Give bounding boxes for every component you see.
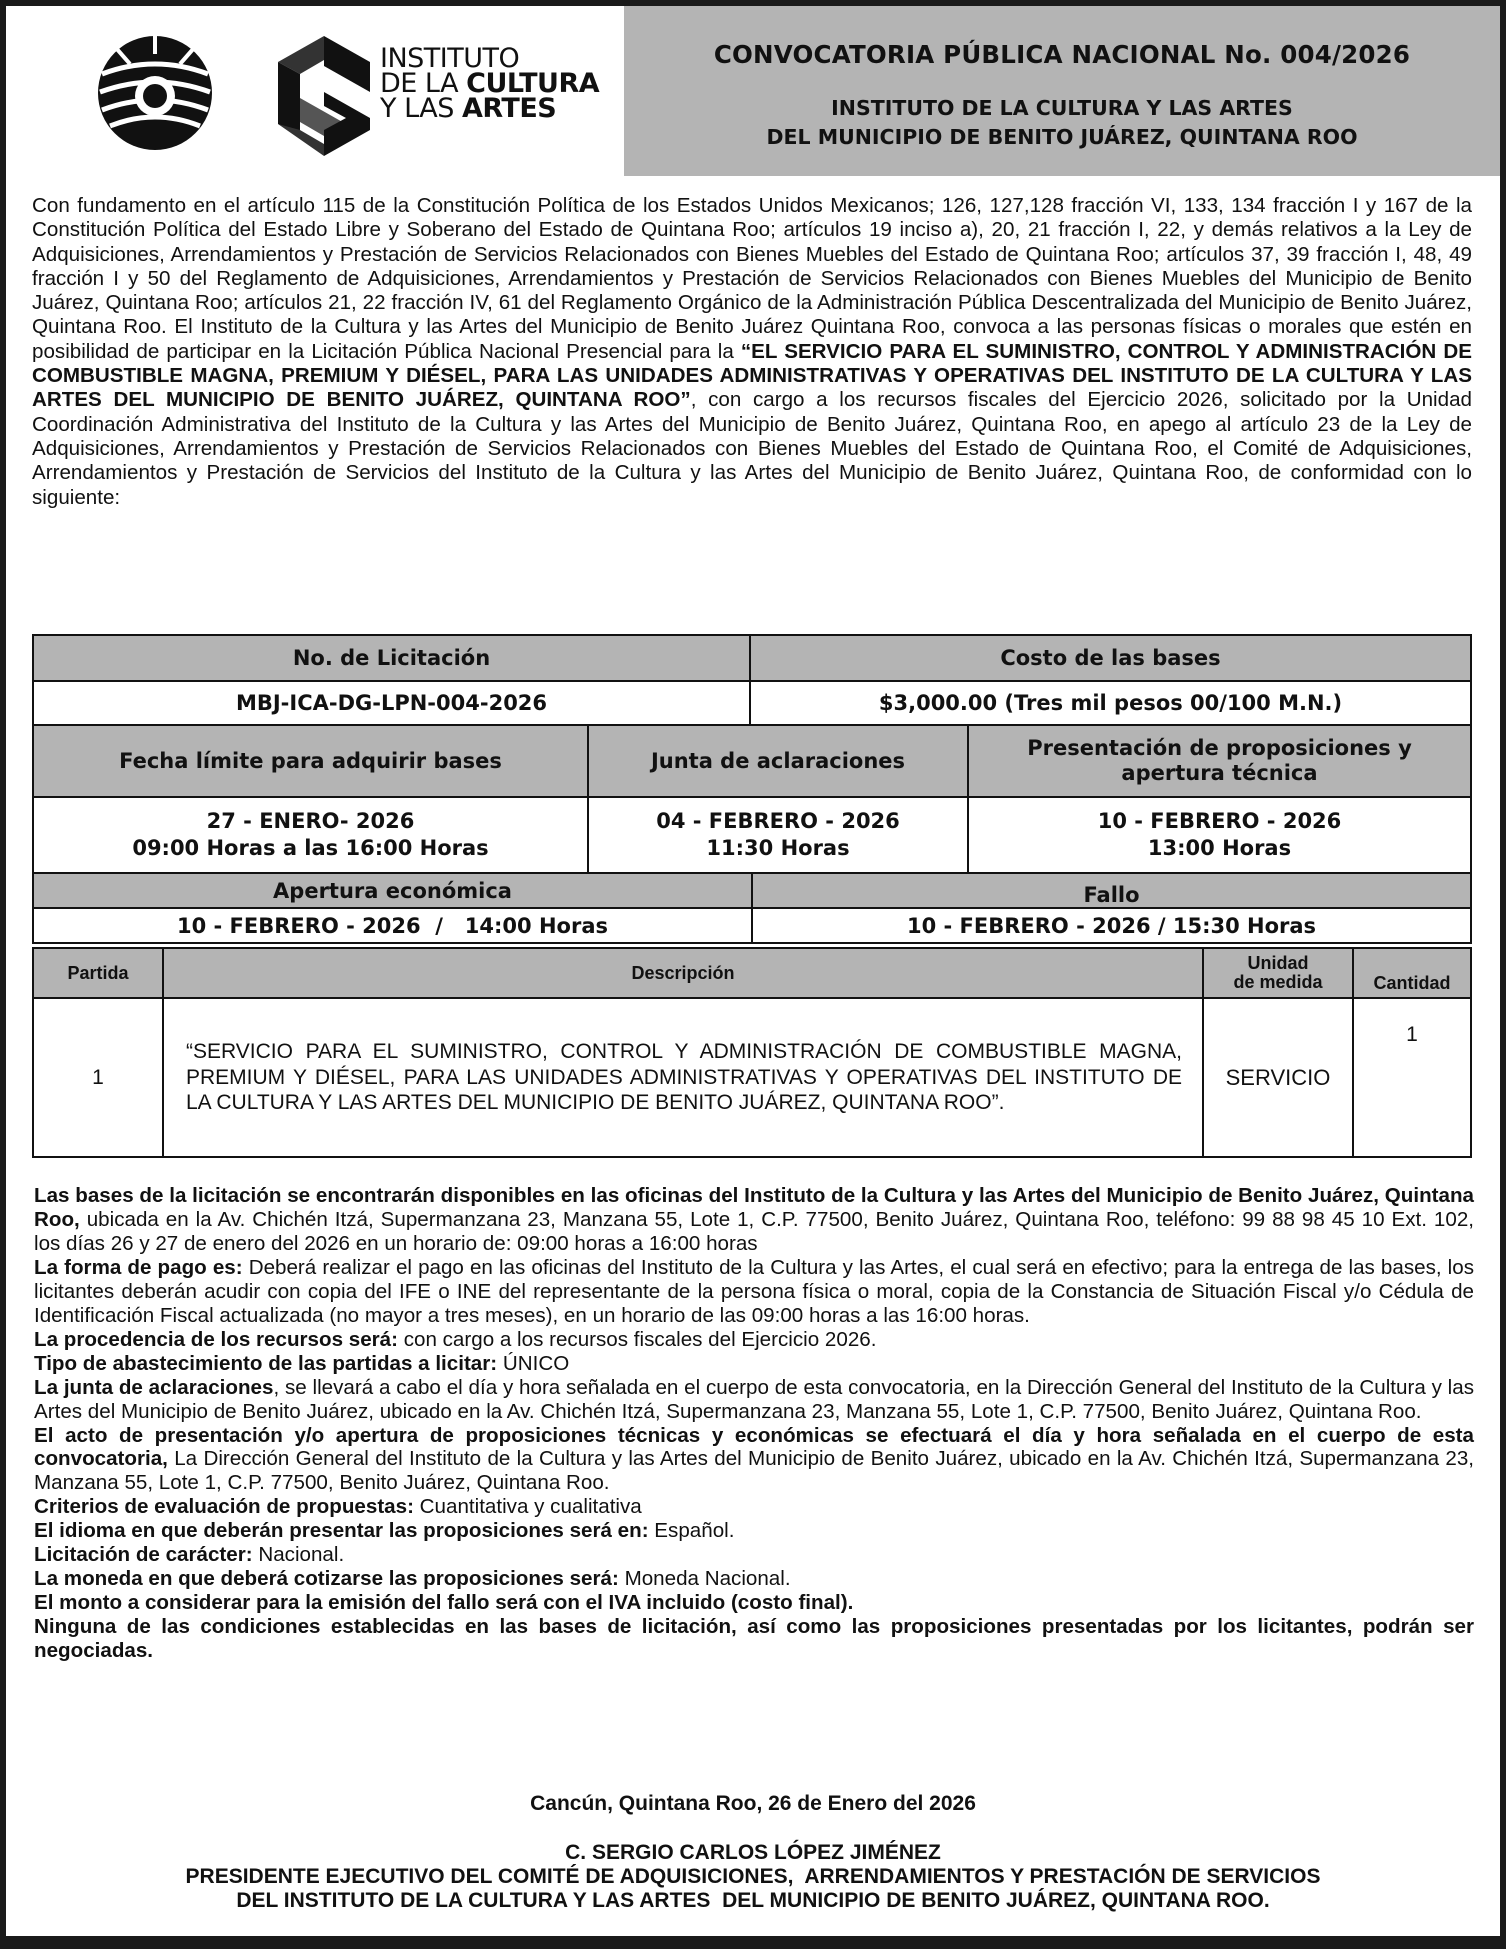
- table-row: [33, 998, 1471, 1157]
- presentacion-value: 10 - FEBRERO - 2026 13:00 Horas: [968, 797, 1471, 873]
- condition-item: La moneda en que deberá cotizarse las proposiciones será: Moneda Nacional.: [34, 1567, 791, 1591]
- junta-value: 04 - FEBRERO - 2026 11:30 Horas: [588, 797, 968, 873]
- fallo-label: Fallo: [752, 873, 1471, 908]
- row-cantidad: 1: [1353, 998, 1471, 1157]
- condition-item: Ninguna de las condiciones establecidas en las bases de licitación, así como las proposiciones presentadas por los licitantes, podrán ser negociadas.: [34, 1615, 1474, 1663]
- institute-wordmark: [380, 43, 600, 124]
- col-unidad: Unidad de medida: [1203, 948, 1353, 998]
- condition-item: La procedencia de los recursos será: con cargo a los recursos fiscales del Ejercicio 2026.: [34, 1327, 877, 1351]
- logo-area: [6, 6, 620, 176]
- condition-item: El monto a considerar para la emisión del fallo será con el IVA incluido (costo final).: [34, 1591, 854, 1615]
- summary-table-dates: [32, 724, 1472, 874]
- col-cantidad: Cantidad: [1353, 948, 1471, 998]
- costo-label: Costo de las bases: [750, 635, 1471, 681]
- licitacion-label: No. de Licitación: [33, 635, 750, 681]
- row-partida: 1: [33, 998, 163, 1157]
- page-subtitle: [624, 94, 1500, 152]
- fallo-value: 10 - FEBRERO - 2026 / 15:30 Horas: [752, 908, 1471, 943]
- condition-item: Licitación de carácter: Nacional.: [34, 1543, 345, 1567]
- col-descripcion: Descripción: [163, 948, 1203, 998]
- page-title: CONVOCATORIA PÚBLICA NACIONAL No. 004/2026: [713, 40, 1411, 69]
- header: [6, 6, 1500, 176]
- fecha-limite-label: Fecha límite para adquirir bases: [33, 725, 588, 797]
- intro-paragraph: Con fundamento en el artículo 115 de la Constitución Política de los Estados Unidos Mexicanos; 126, 127,128 fracción VI, 133, 134 fracción I y 167 de la Constitución Política del Estado Libre y Soberano del Estado de Quintana Roo; artículos 19 inciso a), 20, 21 fracción I, 22, y demás relativos a la Ley de Adquisiciones, Arrendamientos y Prestación de Servicios Relacionados con Bienes Muebles del Estado de Quintana Roo; artículos 37, 39 fracción I, 48, 49 fracción I y 50 del Reglamento de Adquisiciones, Arrendamientos y Prestación de Servicios Relacionados con Bienes Muebles del Municipio de Benito Juárez, Quintana Roo; artículos 21, 22 fracción IV, 61 del Reglamento Orgánico de la Administración Pública Descentralizada del Municipio de Benito Juárez, Quintana Roo. El Instituto de la Cultura y las Artes del Municipio de Benito Juárez Quintana Roo, convoca a las personas físicas o morales que estén en posibilidad de participar en la Licitación Pública Nacional Presencial para la “EL SERVICIO PARA EL SUMINISTRO, CONTROL Y ADMINISTRACIÓN DE COMBUSTIBLE MAGNA, PREMIUM Y DIÉSEL, PARA LAS UNIDADES ADMINISTRATIVAS Y OPERATIVAS DEL INSTITUTO DE LA CULTURA Y LAS ARTES DEL MUNICIPIO DE BENITO JUÁREZ, QUINTANA ROO”, con cargo a los recursos fiscales del Ejercicio 2026, solicitado por la Unidad Coordinación Administrativa del Instituto de la Cultura y las Artes del Municipio de Benito Juárez, Quintana Roo, en apego al artículo 23 de la Ley de Adquisiciones, Arrendamientos y Prestación de Servicios Relacionados con Bienes Muebles del Estado de Quintana Roo, el Comité de Adquisiciones, Arrendamientos y Prestación de Servicios del Instituto de la Cultura y las Artes del Municipio de Benito Juárez, Quintana Roo, de conformidad con lo siguiente:: [32, 194, 1472, 509]
- costo-value: $3,000.00 (Tres mil pesos 00/100 M.N.): [750, 681, 1471, 725]
- municipal-emblem-icon: [96, 34, 214, 152]
- fecha-limite-value: 27 - ENERO- 2026 09:00 Horas a las 16:00 Horas: [33, 797, 588, 873]
- junta-label: Junta de aclaraciones: [588, 725, 968, 797]
- wordmark-line-1: INSTITUTO: [380, 43, 520, 74]
- presentacion-label: Presentación de proposiciones y apertura técnica: [968, 725, 1471, 797]
- summary-table-top: [32, 634, 1472, 726]
- condition-item: El acto de presentación y/o apertura de proposiciones técnicas y económicas se efectuará el día y hora señalada en el cuerpo de esta convocatoria, La Dirección General del Instituto de la Cultura y las Artes del Municipio de Benito Juárez, ubicado en la Av. Chichén Itzá, Supermanzana 23, Manzana 55, Lote 1, C.P. 77500, Benito Juárez, Quintana Roo.: [34, 1423, 1474, 1495]
- condition-item: Las bases de la licitación se encontrarán disponibles en las oficinas del Instituto de la Cultura y las Artes del Municipio de Benito Juárez, Quintana Roo, ubicada en la Av. Chichén Itzá, Supermanzana 23, Manzana 55, Lote 1, C.P. 77500, Benito Juárez, Quintana Roo, teléfono: 99 88 98 45 10 Ext. 102, los días 26 y 27 de enero del 2026 en un horario de: 09:00 horas a 16:00 horas: [34, 1184, 1474, 1255]
- signature-block: [6, 1841, 1500, 1913]
- col-partida: Partida: [33, 948, 163, 998]
- items-table: [32, 947, 1472, 1158]
- licitacion-value: MBJ-ICA-DG-LPN-004-2026: [33, 681, 750, 725]
- signer-role-line-1: PRESIDENTE EJECUTIVO DEL COMITÉ DE ADQUISICIONES, ARRENDAMIENTOS Y PRESTACIÓN DE SERVICIOS: [185, 1865, 1321, 1888]
- apertura-economica-value: 10 - FEBRERO - 2026 / 14:00 Horas: [33, 908, 752, 943]
- summary-table-final: [32, 872, 1472, 944]
- wordmark-line-3: Y LAS ARTES: [380, 93, 557, 124]
- condition-item: Tipo de abastecimiento de las partidas a licitar: ÚNICO: [34, 1351, 570, 1375]
- notice-page: [6, 6, 1500, 1936]
- apertura-economica-label: Apertura económica: [33, 873, 752, 908]
- condition-item: Criterios de evaluación de propuestas: Cuantitativa y cualitativa: [34, 1495, 642, 1519]
- wordmark-line-2: DE LA CULTURA: [380, 68, 600, 99]
- subtitle-line-1: INSTITUTO DE LA CULTURA Y LAS ARTES: [831, 96, 1293, 120]
- row-descripcion: “SERVICIO PARA EL SUMINISTRO, CONTROL Y ADMINISTRACIÓN DE COMBUSTIBLE MAGNA, PREMIUM Y DIÉSEL, PARA LAS UNIDADES ADMINISTRATIVAS Y OPERATIVAS DEL INSTITUTO DE LA CULTURA Y LAS ARTES DEL MUNICIPIO DE BENITO JUÁREZ, QUINTANA ROO”.: [163, 998, 1203, 1157]
- condition-item: La junta de aclaraciones, se llevará a cabo el día y hora señalada en el cuerpo de esta convocatoria, en la Dirección General del Instituto de la Cultura y las Artes del Municipio de Benito Juárez, ubicado en la Av. Chichén Itzá, Supermanzana 23, Manzana 55, Lote 1, C.P. 77500, Benito Juárez, Quintana Roo.: [34, 1375, 1474, 1423]
- condition-item: La forma de pago es: Deberá realizar el pago en las oficinas del Instituto de la Cultura y las Artes, el cual será en efectivo; para la entrega de las bases, los licitantes deberán acudir con copia del IFE o INE del representante de la persona física o moral, copia de la Constancia de Situación Fiscal y/o Cédula de Identificación Fiscal actualizada (no mayor a tres meses), en un horario de las 09:00 horas a las 16:00 horas.: [34, 1255, 1475, 1327]
- condition-item: El idioma en que deberán presentar las proposiciones será en: Español.: [34, 1519, 735, 1543]
- conditions-block: [34, 1184, 1474, 1663]
- place-date: Cancún, Quintana Roo, 26 de Enero del 2026: [530, 1792, 976, 1815]
- header-title-box: [624, 6, 1500, 176]
- cube-logo-icon: [274, 34, 374, 158]
- row-unidad: SERVICIO: [1203, 998, 1353, 1157]
- signer-name: C. SERGIO CARLOS LÓPEZ JIMÉNEZ: [565, 1841, 941, 1864]
- signer-role-line-2: DEL INSTITUTO DE LA CULTURA Y LAS ARTES DEL MUNICIPIO DE BENITO JUÁREZ, QUINTANA ROO.: [236, 1889, 1270, 1912]
- subtitle-line-2: DEL MUNICIPIO DE BENITO JUÁREZ, QUINTANA ROO: [766, 125, 1358, 149]
